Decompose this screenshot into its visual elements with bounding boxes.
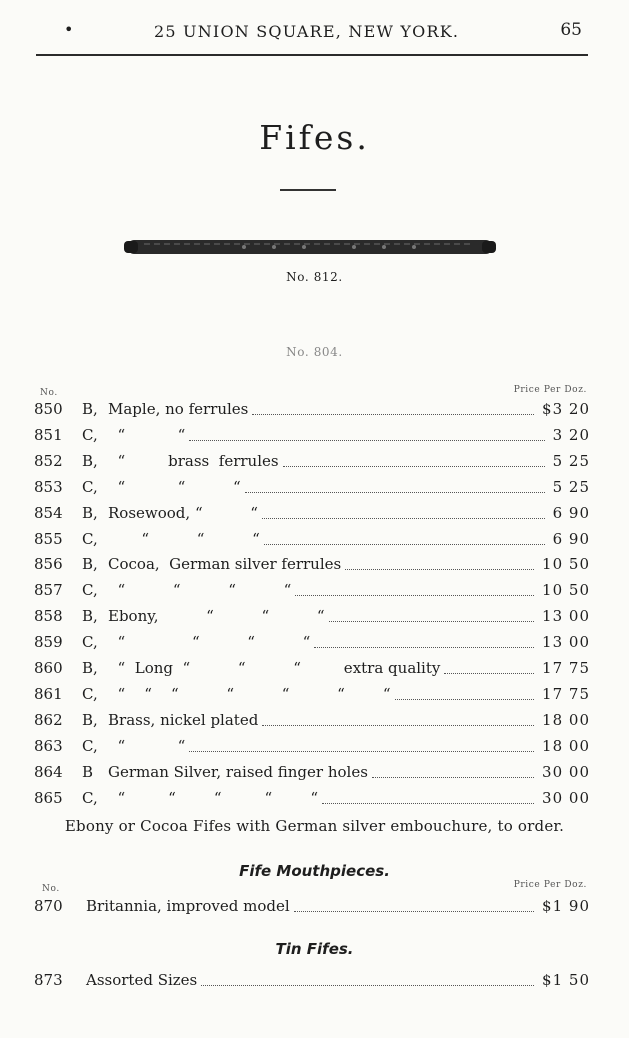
- item-grade: B,: [82, 659, 98, 677]
- item-number: 860: [34, 659, 63, 677]
- price-row: [34, 737, 594, 761]
- dot-leader: [262, 518, 545, 519]
- item-description: Assorted Sizes: [86, 971, 198, 989]
- item-price: 13 00: [542, 633, 590, 652]
- item-number: 858: [34, 607, 63, 626]
- item-grade: C,: [82, 736, 98, 755]
- dot-leader: [314, 647, 534, 648]
- dot-leader: [189, 751, 534, 752]
- dot-leader: [444, 673, 534, 674]
- price-row: [34, 478, 594, 502]
- item-number: 852: [34, 451, 63, 470]
- price-row: [34, 659, 594, 683]
- item-description: “ “ “: [108, 477, 241, 496]
- item-description: “ “ “: [108, 529, 260, 548]
- item-grade: B,: [82, 451, 98, 470]
- item-number: 862: [34, 710, 63, 729]
- item-description: Cocoa, German silver ferrules: [108, 555, 342, 574]
- mouthpieces-no-header: No.: [42, 884, 60, 894]
- item-grade: C,: [82, 425, 98, 444]
- order-note: Ebony or Cocoa Fifes with German silver embouchure, to order.: [64, 817, 565, 835]
- item-number: 853: [34, 477, 63, 496]
- item-number: 855: [34, 529, 63, 548]
- price-row: [34, 685, 594, 709]
- item-price: 18 00: [542, 710, 590, 729]
- dot-leader: [201, 985, 534, 986]
- item-price: $1 90: [542, 897, 590, 915]
- item-price: 5 25: [552, 477, 590, 496]
- price-row: [34, 789, 594, 813]
- item-grade: B,: [82, 555, 98, 574]
- price-row: [34, 555, 594, 579]
- item-price: $1 50: [542, 971, 590, 989]
- item-grade: C,: [82, 633, 98, 652]
- item-description: “ “ “ “ “ “ “: [108, 684, 391, 703]
- item-grade: C,: [82, 581, 98, 600]
- illustration-caption: No. 812.: [286, 270, 343, 284]
- page-title: Fifes.: [259, 118, 370, 157]
- item-price: 3 20: [552, 425, 590, 444]
- item-description: “ “ “ “ “: [108, 788, 318, 807]
- fife-illustration: [124, 236, 496, 258]
- item-description: Maple, no ferrules: [108, 400, 249, 418]
- item-grade: B,: [82, 400, 98, 418]
- item-number: 861: [34, 684, 63, 703]
- item-number: 850: [34, 400, 63, 418]
- dot-leader: [283, 466, 545, 467]
- dot-leader: [264, 544, 545, 545]
- item-description: Rosewood, “ “: [108, 503, 258, 522]
- item-grade: C,: [82, 684, 98, 703]
- item-number: 863: [34, 736, 63, 755]
- price-row: [34, 400, 594, 424]
- price-row: [34, 607, 594, 631]
- price-row: [34, 971, 594, 995]
- mouthpieces-heading: Fife Mouthpieces.: [239, 862, 390, 880]
- running-header: • 25 UNION SQUARE, NEW YORK. 65: [64, 20, 582, 41]
- item-grade: C,: [82, 477, 98, 496]
- item-description: “ “ “ “: [108, 633, 311, 652]
- item-price: 17 75: [542, 659, 590, 677]
- item-description: “ brass ferrules: [108, 451, 279, 470]
- item-price: 6 90: [552, 503, 590, 522]
- price-row: [34, 711, 594, 735]
- dot-leader: [245, 492, 545, 493]
- item-description: “ “ “ “: [108, 581, 292, 600]
- dot-leader: [345, 569, 534, 570]
- item-price: 6 90: [552, 529, 590, 548]
- item-description: “ “: [108, 425, 186, 444]
- title-rule: [280, 189, 336, 191]
- price-row: [34, 897, 594, 921]
- item-number: 857: [34, 581, 63, 600]
- item-description: Ebony, “ “ “: [108, 607, 325, 626]
- item-description: “ Long “ “ “ extra quality: [108, 659, 441, 677]
- item-number: 870: [34, 897, 63, 915]
- item-number: 851: [34, 425, 63, 444]
- price-row: [34, 633, 594, 657]
- item-description: Britannia, improved model: [86, 897, 290, 915]
- dot-leader: [372, 777, 534, 778]
- item-price: 30 00: [542, 762, 590, 781]
- item-grade: C,: [82, 788, 98, 807]
- item-price: 13 00: [542, 607, 590, 626]
- price-row: [34, 763, 594, 787]
- item-price: 18 00: [542, 736, 590, 755]
- item-price: $3 20: [542, 400, 590, 418]
- page-number: 65: [560, 20, 582, 40]
- item-description: Brass, nickel plated: [108, 710, 259, 729]
- dot-leader: [295, 595, 534, 596]
- dot-leader: [262, 725, 534, 726]
- item-number: 859: [34, 633, 63, 652]
- item-grade: C,: [82, 529, 98, 548]
- item-grade: B: [82, 762, 94, 781]
- dot-leader: [329, 621, 535, 622]
- no-column-header: No.: [40, 388, 58, 398]
- price-row: [34, 530, 594, 554]
- item-price: 30 00: [542, 788, 590, 807]
- item-description: “ “: [108, 736, 186, 755]
- dot-leader: [322, 803, 534, 804]
- item-number: 856: [34, 555, 63, 574]
- item-description: German Silver, raised finger holes: [108, 762, 368, 781]
- header-address: 25 UNION SQUARE, NEW YORK.: [154, 22, 460, 41]
- price-row: [34, 452, 594, 476]
- price-row: [34, 581, 594, 605]
- item-grade: B,: [82, 710, 98, 729]
- illustration-caption-secondary: No. 804.: [286, 345, 343, 359]
- item-number: 865: [34, 788, 63, 807]
- dot-leader: [294, 911, 534, 912]
- item-price: 10 50: [542, 581, 590, 600]
- mouthpieces-price-header: Price Per Doz.: [513, 880, 587, 890]
- item-price: 17 75: [542, 684, 590, 703]
- item-number: 873: [34, 971, 63, 989]
- item-price: 10 50: [542, 555, 590, 574]
- dot-leader: [189, 440, 544, 441]
- header-rule: [36, 54, 588, 56]
- dot-leader: [252, 414, 534, 415]
- dot-leader: [395, 699, 535, 700]
- price-column-header: Price Per Doz.: [513, 385, 587, 395]
- item-grade: B,: [82, 607, 98, 626]
- price-row: [34, 426, 594, 450]
- item-price: 5 25: [552, 451, 590, 470]
- price-row: [34, 504, 594, 528]
- item-number: 854: [34, 503, 63, 522]
- item-number: 864: [34, 762, 63, 781]
- tin-fifes-heading: Tin Fifes.: [275, 940, 354, 958]
- item-grade: B,: [82, 503, 98, 522]
